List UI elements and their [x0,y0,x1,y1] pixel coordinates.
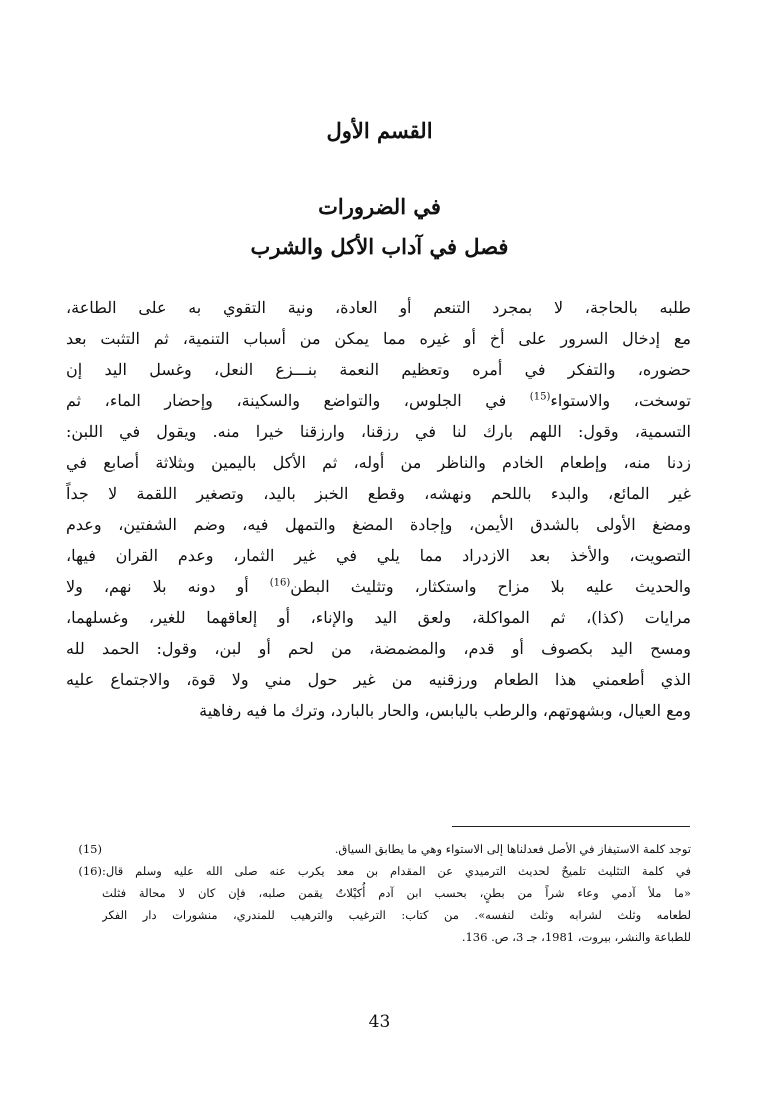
body-line-start: والحديث عليه بلا مزاح واستكثار، وتثليث البطن [290,577,691,596]
footnote-line: توجد كلمة الاستيفاز في الأصل فعدلناها إلى الاستواء وهي ما يطابق السياق. [334,842,691,856]
section-title: القسم الأول [326,118,433,143]
footnote-line: للطباعة والنشر، بيروت، 1981، جـ 3، ص. 136. [461,930,691,944]
body-line: ومع العيال، وبشهوتهم، والرطب باليابس، والحار بالبارد، وترك ما فيه رفاهية [199,701,691,720]
body-line-start: توسخت، والاستواء [550,391,691,410]
footnote-16 [66,860,691,948]
footnotes [66,838,691,948]
footnote-text [102,838,691,860]
footnote-line: «ما ملأ آدمي وعاء شراً من بطنٍ، بحسب ابن آدم أُكيْلاتٌ يقمن صلبه، فإن كان لا محالة فثلث [102,886,691,900]
body-line-end: أو دونه بلا نهم، ولا [66,577,270,596]
footnote-15 [66,838,691,860]
body-line: التصويت، والأخذ بعد الازدراد مما يلي في غير الثمار، وعدم القران فيها، [66,546,691,565]
page-number: 43 [368,1012,391,1032]
body-line: الذي أطعمني هذا الطعام ورزقنيه من غير حول مني ولا قوة، والاجتماع عليه [66,670,691,689]
body-line: طلبه بالحاجة، لا بمجرد التنعم أو العادة، ونية التقوي به على الطاعة، [66,298,691,317]
body-line: مع إدخال السرور على أخ أو غيره مما يمكن من أسباب التنمية، ثم التثبت بعد [66,329,691,348]
body-text [66,292,691,726]
footnote-text [102,860,691,948]
body-line-with-ref-16 [66,571,691,602]
chapter-title: في الضرورات [318,194,441,219]
footnote-ref-16: (16) [269,577,291,589]
body-line: زدنا منه، وإطعام الخادم والناظر من أوله، ثم الأكل باليمين وبثلاثة أصابع في [66,453,691,472]
body-line: غير المائع، والبدء باللحم ونهشه، وقطع الخبز باليد، وتصغير اللقمة لا جداً [66,484,691,503]
footnote-line: في كلمة التثليث تلميحٌ لحديث الترميدي عن المقدام بن معد يكرب عنه صلى الله عليه وسلم قال: [102,864,691,878]
body-line: التسمية، وقول: اللهم بارك لنا في رزقنا، وارزقنا خيرا منه. ويقول في اللبن: [66,422,691,441]
section-subtitle: فصل في آداب الأكل والشرب [250,234,509,259]
body-line: مرايات (كذا)، ثم المواكلة، ولعق اليد والإناء، أو إلعاقهما للغير، وغسلهما، [66,608,691,627]
body-line: حضوره، والتفكر في أمره وتعظيم النعمة بنـــزع النعل، وغسل اليد إن [66,360,691,379]
footnote-ref-15: (15) [529,391,551,403]
body-line-end: في الجلوس، والتواضع والسكينة، وإحضار الماء، ثم [66,391,530,410]
footnote-line: لطعامه وثلث لشرابه وثلث لنفسه». من كتاب: الترغيب والترهيب للمندري، منشورات دار الفكر [102,908,691,922]
footnote-number: (16) [78,864,102,878]
body-line: ومسح اليد بكصوف أو قدم، والمضمضة، من لحم أو لبن، وقول: الحمد لله [66,639,691,658]
body-line-with-ref-15 [66,385,691,416]
body-line: ومضغ الأولى بالشدق الأيمن، وإجادة المضغ والتمهل فيه، وضم الشفتين، وعدم [66,515,691,534]
footnote-divider [452,826,690,827]
footnote-number: (15) [78,842,102,856]
